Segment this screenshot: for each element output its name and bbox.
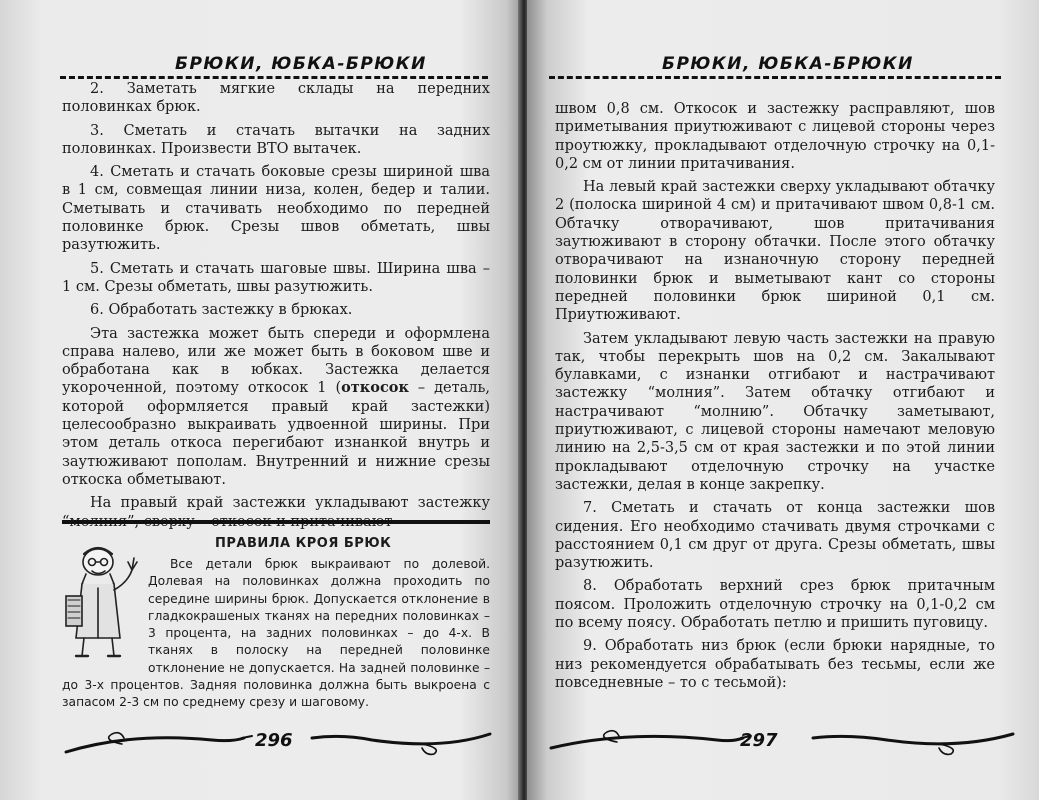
paragraph: швом 0,8 см. Откосок и застежку расправляют, шов приметывания приутюживают с лицевой стороны через проутюжку, прокладывают отделочную строчку на 0,1-0,2 см от линии притачивания. bbox=[555, 101, 995, 172]
left-body-text bbox=[62, 80, 490, 536]
paragraph: 7. Сметать и стачать от конца застежки шов сидения. Его необходимо стачивать двумя строчками с расстоянием 0,1 см друг от друга. Срезы обметать, швы разутюжить. bbox=[555, 500, 995, 572]
running-head: БРЮКИ, ЮБКА-БРЮКИ bbox=[175, 54, 427, 74]
paragraph: На правый край застежки укладывают застежку “молния”, сверху – откосок и притачивают bbox=[62, 495, 490, 530]
illustration-spacer bbox=[62, 556, 142, 668]
page-number: 297 bbox=[740, 730, 778, 751]
bold-term: откосок bbox=[341, 379, 409, 397]
header-rule bbox=[60, 76, 488, 79]
footer-ornament bbox=[547, 722, 1017, 762]
paragraph: 5. Сметать и стачать шаговые швы. Ширина шва – 1 см. Срезы обметать, швы разутюжить. bbox=[62, 260, 490, 295]
box-title: ПРАВИЛА КРОЯ БРЮК bbox=[215, 536, 392, 551]
right-page bbox=[527, 0, 1039, 800]
right-body-text bbox=[555, 100, 995, 697]
text-span: – деталь, которой оформляется правый край застежки) целесообразно выкраивать удвоенной ширины. При этом деталь откоса перегибают изнанкой внутрь и заутюживают пополам. Внутренний и нижние срезы откоска обметывают. bbox=[62, 380, 491, 488]
paragraph: 2. Заметать мягкие склады на передних половинках брюк. bbox=[62, 81, 490, 116]
box-paragraph: Все детали брюк выкраивают по долевой. Долевая на половинках должна проходить по середине ширины брюк. Допускается отклонение в гладкокрашеных тканях на передних половинках – 3 процента, на задних половинках – до 4-х. В тканях в полоску на передней половинке отклонение не допускается. На задней половинке – до 3-х процентов. Задняя половинка должна быть выкроена с запасом 2-3 см по среднему срезу и шаговому. bbox=[62, 557, 490, 710]
page-number: 296 bbox=[255, 730, 293, 751]
header-rule bbox=[549, 76, 1001, 79]
paragraph: 3. Сметать и стачать вытачки на задних половинках. Произвести ВТО вытачек. bbox=[62, 122, 490, 157]
paragraph: 4. Сметать и стачать боковые срезы шириной шва в 1 см, совмещая линии низа, колен, бедер и талии. Сметывать и стачивать необходимо по передней половинке брюк. Срезы швов обметать, швы разутюжить. bbox=[62, 164, 490, 254]
box-text bbox=[62, 556, 490, 712]
running-head: БРЮКИ, ЮБКА-БРЮКИ bbox=[662, 54, 914, 74]
paragraph: Затем укладывают левую часть застежки на правую так, чтобы перекрыть шов на 0,2 см. Закалывают булавками, с изнанки отгибают и настрачивают застежку “молния”. Затем обтачку отгибают и настрачивают “молнию”. Обтачку заметывают, приутюживают, с лицевой стороны намечают меловую линию на 2,5-3,5 см от края застежки и по этой линии прокладывают отделочную строчку на участке застежки, делая в конце закрепку. bbox=[555, 330, 995, 493]
text-span: Эта застежка может быть спереди и оформлена справа налево, или же может быть в боковом шве и обработана как в юбках. Застежка делается укороченной, поэтому откосок 1 ( bbox=[62, 325, 490, 397]
paragraph: На левый край застежки сверху укладывают обтачку 2 (полоска шириной 4 см) и притачивают швом 0,8-1 см. Обтачку отворачивают, шов притачивания заутюживают в сторону обтачки. После этого обтачку отворачивают на изнаночную сторону передней половинки брюк и выметывают кант со стороны передней половинки брюк шириной 0,1 см. Приутюживают. bbox=[555, 179, 995, 324]
paragraph: 8. Обработать верхний срез брюк притачным поясом. Проложить отделочную строчку на 0,1-0,2 см по всему поясу. Обработать петлю и пришить пуговицу. bbox=[555, 578, 995, 632]
box-top-rule bbox=[62, 520, 490, 524]
paragraph: 6. Обработать застежку в брюках. bbox=[90, 302, 353, 319]
paragraph: 9. Обработать низ брюк (если брюки нарядные, то низ рекомендуется обрабатывать без тесьмы, если же повседневные – то с тесьмой): bbox=[555, 638, 995, 691]
paragraph-zip-fastener bbox=[62, 325, 490, 490]
